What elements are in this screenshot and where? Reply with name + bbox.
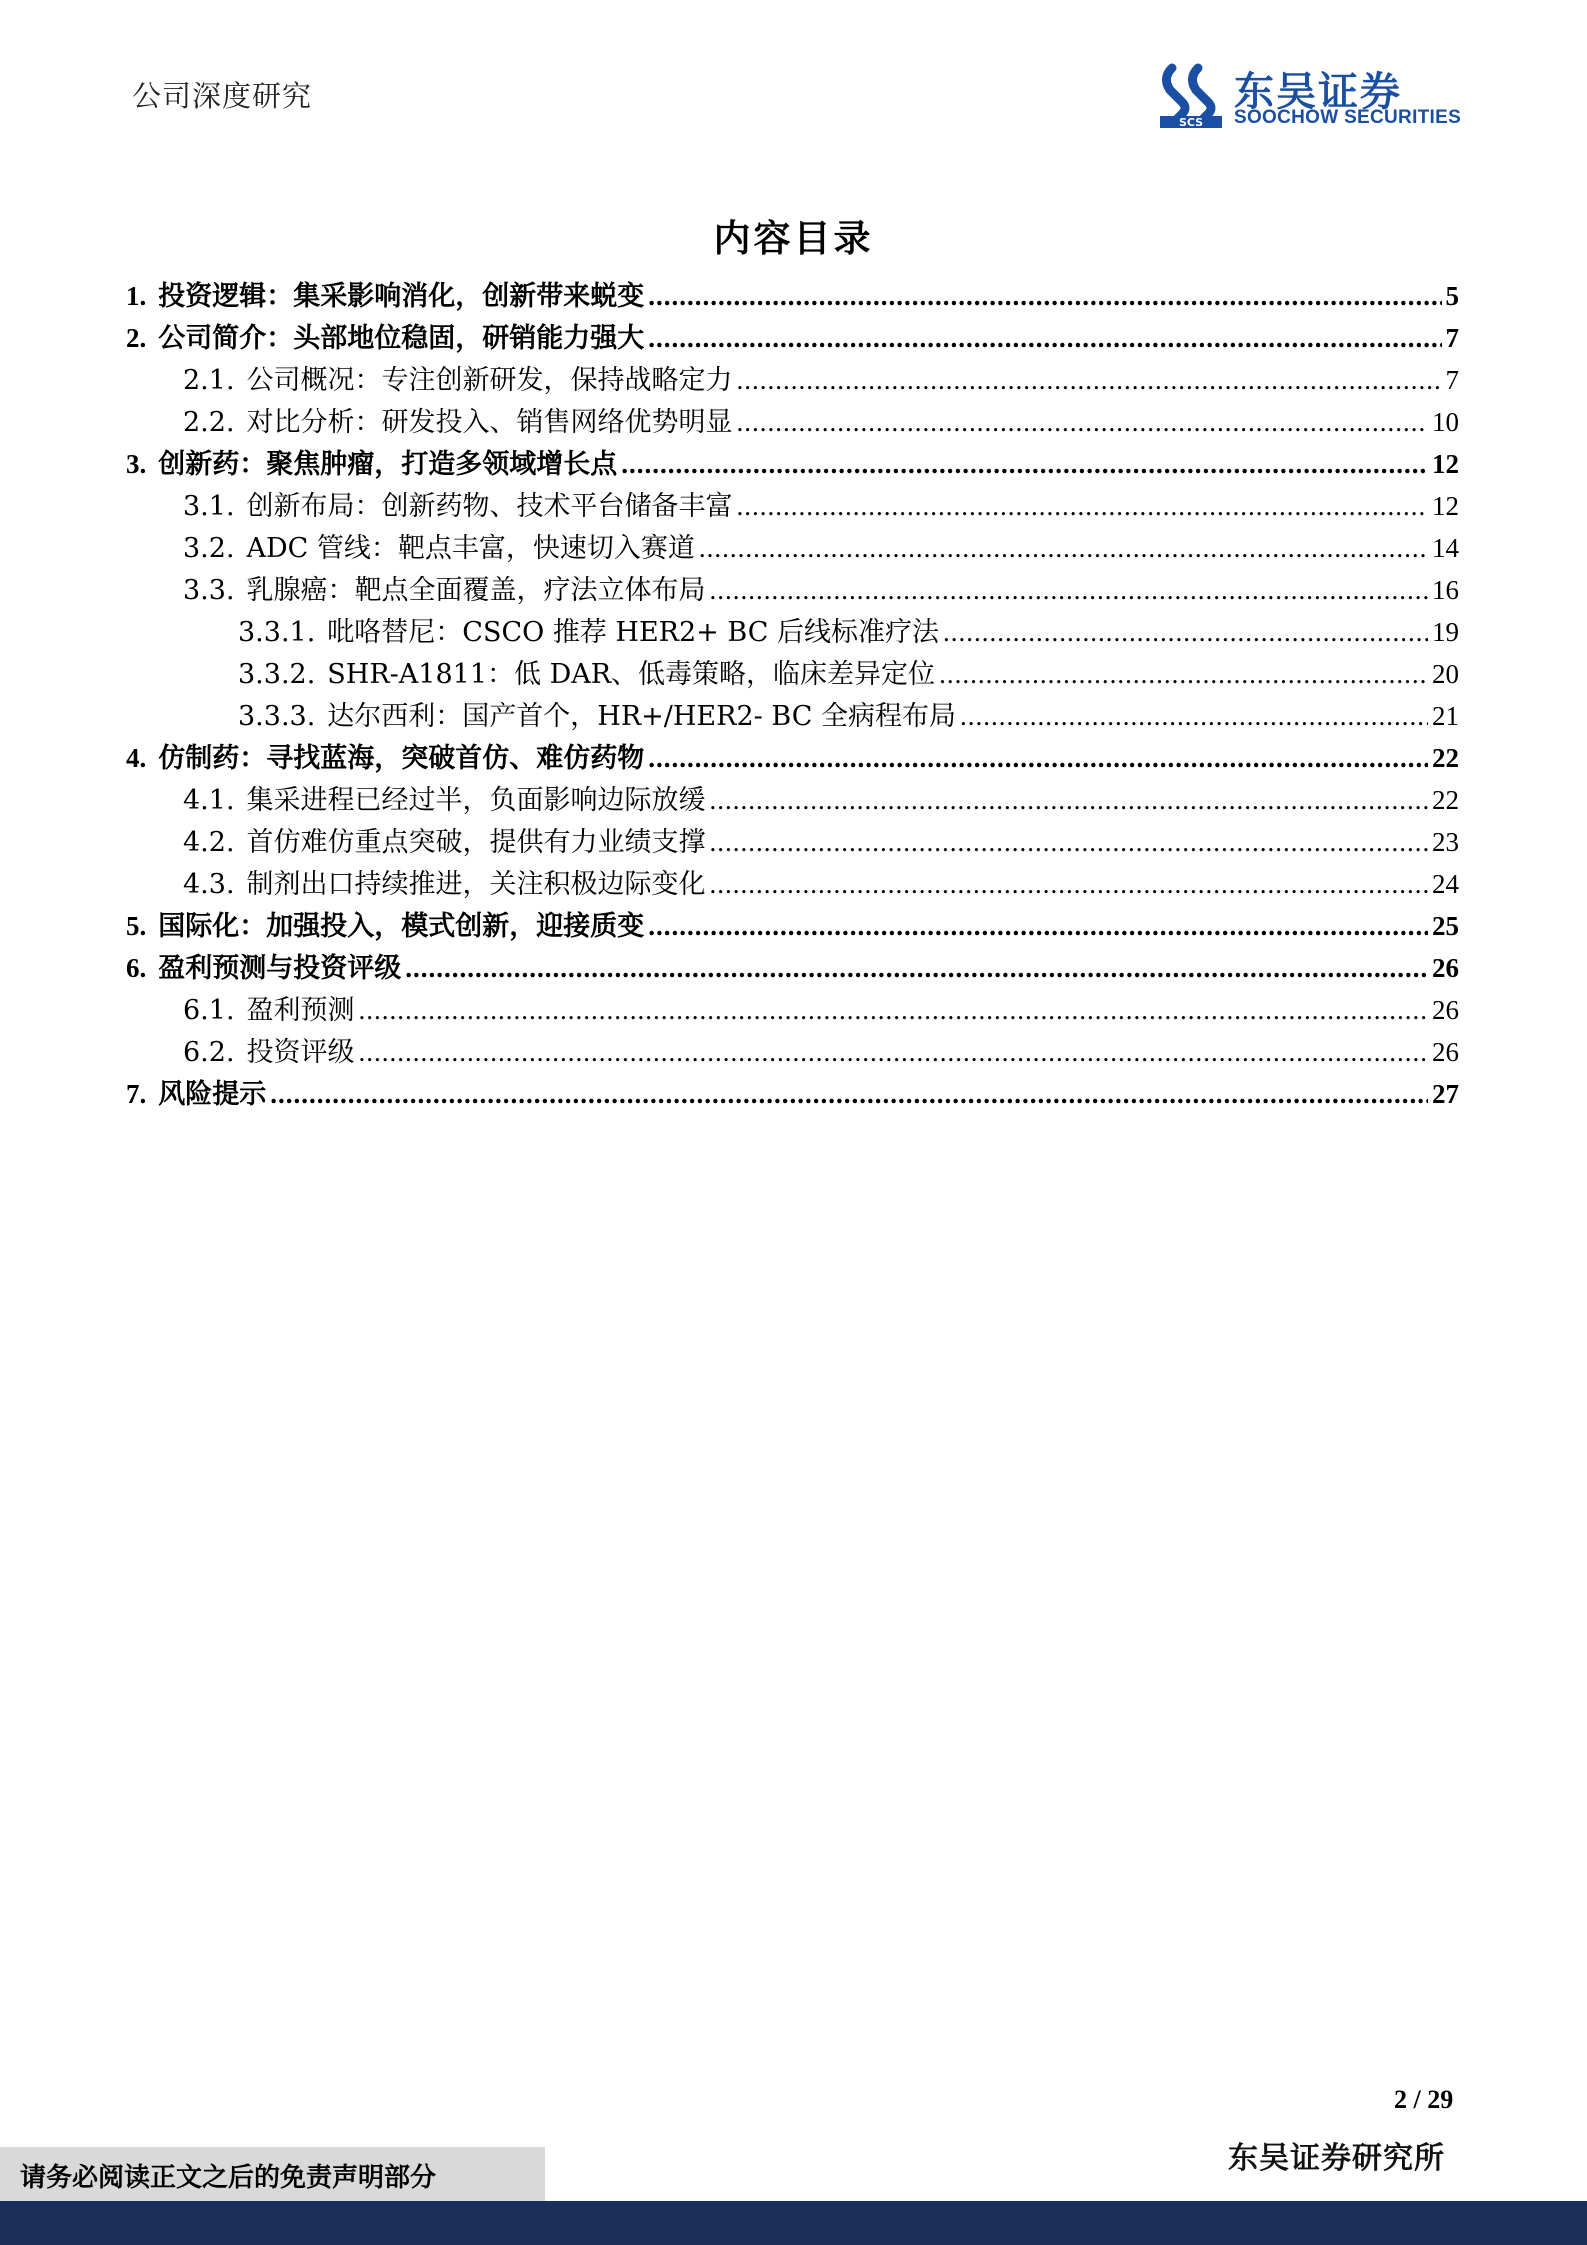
toc-leader-dots	[710, 570, 1428, 611]
toc-entry-text: 风险提示	[158, 1079, 267, 1110]
logo-chinese-name: 东吴证券	[1234, 69, 1402, 115]
toc-entry-page: 26	[1432, 953, 1459, 983]
toc-leader-dots	[648, 906, 1428, 947]
toc-leader-dots	[648, 738, 1428, 779]
toc-leader-dots	[737, 402, 1428, 443]
toc-entry[interactable]	[183, 1032, 1459, 1073]
toc-entry-page: 22	[1432, 743, 1459, 773]
toc-entry-text: 盈利预测与投资评级	[158, 953, 402, 984]
toc-entry-text: 达尔西利：国产首个，HR+/HER2- BC 全病程布局	[327, 701, 956, 732]
toc-entry-number: 3.3.2.	[238, 659, 316, 690]
toc-entry-number: 6.1.	[183, 995, 235, 1026]
toc-leader-dots	[405, 948, 1428, 989]
toc-entry-number: 3.3.	[183, 575, 235, 606]
toc-entry[interactable]	[238, 654, 1459, 695]
toc-entry-page: 5	[1445, 281, 1459, 311]
page-indicator: 2 / 29	[1394, 2085, 1454, 2114]
toc-entry-text: 国际化：加强投入，模式创新，迎接质变	[158, 911, 645, 942]
toc-entry-number: 3.3.3.	[238, 701, 316, 732]
toc-entry-text: 乳腺癌：靶点全面覆盖，疗法立体布局	[246, 575, 706, 606]
report-type-label: 公司深度研究	[132, 79, 313, 113]
toc-entry-page: 16	[1432, 575, 1459, 605]
toc-entry[interactable]	[126, 948, 1459, 989]
toc-entry-number: 5.	[126, 911, 147, 941]
toc-entry[interactable]	[183, 990, 1459, 1031]
toc-entry-text: 盈利预测	[246, 995, 355, 1026]
toc-entry-number: 2.	[126, 323, 147, 353]
toc-entry-text: 公司简介：头部地位稳固，研销能力强大	[158, 323, 645, 354]
toc-entry[interactable]	[183, 822, 1459, 863]
logo-badge-text: SCS	[1178, 116, 1204, 129]
toc-entry-number: 7.	[126, 1079, 147, 1109]
company-logo	[1158, 60, 1468, 130]
toc-entry-page: 24	[1432, 869, 1459, 899]
toc-entry-number: 3.1.	[183, 491, 235, 522]
toc-entry-page: 26	[1432, 1037, 1459, 1067]
toc-entry[interactable]	[183, 402, 1459, 443]
toc-entry-text: 制剂出口持续推进，关注积极边际变化	[246, 869, 706, 900]
toc-leader-dots	[621, 444, 1428, 485]
toc-entry-text: 首仿难仿重点突破，提供有力业绩支撑	[246, 827, 706, 858]
toc-entry-page: 27	[1432, 1079, 1459, 1109]
scs-logo-icon	[1158, 60, 1228, 130]
toc-entry-number: 4.3.	[183, 869, 235, 900]
toc-entry[interactable]	[126, 444, 1459, 485]
toc-leader-dots	[710, 822, 1428, 863]
toc-entry-text: 吡咯替尼：CSCO 推荐 HER2+ BC 后线标准疗法	[327, 617, 939, 648]
toc-entry-number: 6.	[126, 953, 147, 983]
toc-entry-page: 7	[1445, 365, 1459, 395]
toc-leader-dots	[699, 528, 1428, 569]
toc-entry-text: 创新布局：创新药物、技术平台储备丰富	[246, 491, 733, 522]
toc-entry-page: 20	[1432, 659, 1459, 689]
toc-leader-dots	[737, 486, 1428, 527]
toc-entry-number: 6.2.	[183, 1037, 235, 1068]
toc-leader-dots	[710, 864, 1428, 905]
toc-leader-dots	[939, 654, 1428, 695]
toc-entry-number: 4.2.	[183, 827, 235, 858]
toc-entry-number: 2.2.	[183, 407, 235, 438]
toc-leader-dots	[943, 612, 1428, 653]
toc-entry[interactable]	[183, 528, 1459, 569]
toc-entry-number: 4.	[126, 743, 147, 773]
toc-leader-dots	[270, 1074, 1428, 1115]
toc-leader-dots	[648, 276, 1441, 317]
toc-entry-page: 23	[1432, 827, 1459, 857]
toc-entry[interactable]	[183, 570, 1459, 611]
toc-entry-page: 21	[1432, 701, 1459, 731]
toc-entry-page: 14	[1432, 533, 1459, 563]
toc-entry[interactable]	[183, 780, 1459, 821]
toc-title: 内容目录	[713, 217, 874, 260]
toc-entry[interactable]	[183, 864, 1459, 905]
toc-entry[interactable]	[126, 906, 1459, 947]
toc-entry[interactable]	[126, 318, 1459, 359]
toc-leader-dots	[737, 360, 1442, 401]
disclaimer-text: 请务必阅读正文之后的免责声明部分	[20, 2163, 437, 2193]
toc-entry-number: 1.	[126, 281, 147, 311]
footer-bar	[0, 2201, 1587, 2245]
toc-entry-text: 投资逻辑：集采影响消化，创新带来蜕变	[158, 281, 645, 312]
toc-entry-page: 25	[1432, 911, 1459, 941]
toc-entry[interactable]	[126, 276, 1459, 317]
toc-entry-page: 7	[1445, 323, 1459, 353]
toc-entry-page: 19	[1432, 617, 1459, 647]
toc-entry-page: 22	[1432, 785, 1459, 815]
toc-entry-page: 10	[1432, 407, 1459, 437]
toc-entry-text: SHR-A1811：低 DAR、低毒策略，临床差异定位	[327, 659, 936, 690]
footer-organization: 东吴证券研究所	[1228, 2141, 1445, 2176]
toc-leader-dots	[710, 780, 1428, 821]
toc-entry-number: 2.1.	[183, 365, 235, 396]
toc-leader-dots	[960, 696, 1428, 737]
toc-entry-text: 仿制药：寻找蓝海，突破首仿、难仿药物	[158, 743, 645, 774]
toc-entry-text: ADC 管线：靶点丰富，快速切入赛道	[246, 533, 695, 564]
logo-english-name: SOOCHOW SECURITIES	[1234, 107, 1462, 128]
toc-entry[interactable]	[183, 486, 1459, 527]
toc-leader-dots	[359, 990, 1428, 1031]
toc-entry-number: 3.	[126, 449, 147, 479]
toc-entry[interactable]	[238, 696, 1459, 737]
toc-entry-page: 12	[1432, 491, 1459, 521]
toc-entry-text: 创新药：聚焦肿瘤，打造多领域增长点	[158, 449, 618, 480]
toc-entry-number: 3.3.1.	[238, 617, 316, 648]
toc-entry[interactable]	[126, 1074, 1459, 1115]
toc-entry-text: 公司概况：专注创新研发，保持战略定力	[246, 365, 733, 396]
toc-entry-text: 对比分析：研发投入、销售网络优势明显	[246, 407, 733, 438]
disclaimer-banner	[0, 2147, 545, 2201]
toc-entry-text: 投资评级	[246, 1037, 355, 1068]
toc-entry-page: 26	[1432, 995, 1459, 1025]
toc-entry[interactable]	[126, 738, 1459, 779]
toc-entry-page: 12	[1432, 449, 1459, 479]
toc-entry[interactable]	[238, 612, 1459, 653]
toc-entry-number: 3.2.	[183, 533, 235, 564]
toc-entry-number: 4.1.	[183, 785, 235, 816]
toc-leader-dots	[648, 318, 1441, 359]
toc-entry[interactable]	[183, 360, 1459, 401]
toc-entry-text: 集采进程已经过半，负面影响边际放缓	[246, 785, 706, 816]
toc-leader-dots	[359, 1032, 1428, 1073]
